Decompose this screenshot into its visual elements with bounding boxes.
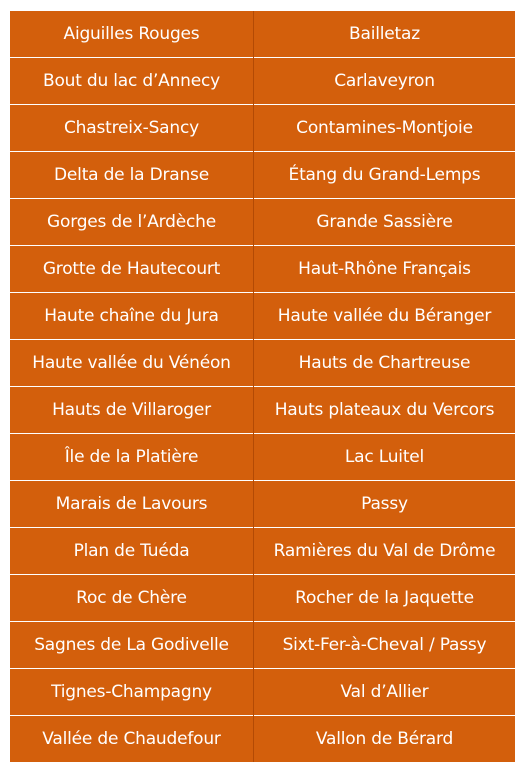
table-cell-left: Bout du lac d’Annecy xyxy=(10,58,254,105)
table-row xyxy=(10,669,515,716)
table-cell-right: Haut-Rhône Français xyxy=(254,246,516,293)
table-row xyxy=(10,340,515,387)
table-cell-right: Contamines-Montjoie xyxy=(254,105,516,152)
reserves-table-body xyxy=(10,11,515,762)
reserves-table xyxy=(10,11,515,762)
table-cell-left: Aiguilles Rouges xyxy=(10,11,254,58)
table-row xyxy=(10,387,515,434)
table-cell-right: Carlaveyron xyxy=(254,58,516,105)
table-cell-left: Plan de Tuéda xyxy=(10,528,254,575)
table-cell-left: Vallée de Chaudefour xyxy=(10,716,254,763)
table-cell-right: Vallon de Bérard xyxy=(254,716,516,763)
table-cell-right: Hauts plateaux du Vercors xyxy=(254,387,516,434)
table-row xyxy=(10,152,515,199)
table-cell-right: Grande Sassière xyxy=(254,199,516,246)
table-row xyxy=(10,575,515,622)
table-cell-left: Tignes-Champagny xyxy=(10,669,254,716)
table-cell-right: Ramières du Val de Drôme xyxy=(254,528,516,575)
table-row xyxy=(10,528,515,575)
table-row xyxy=(10,716,515,763)
table-row xyxy=(10,199,515,246)
table-cell-right: Sixt-Fer-à-Cheval / Passy xyxy=(254,622,516,669)
table-cell-left: Hauts de Villaroger xyxy=(10,387,254,434)
table-row xyxy=(10,105,515,152)
table-row xyxy=(10,58,515,105)
table-cell-right: Haute vallée du Béranger xyxy=(254,293,516,340)
table-cell-left: Chastreix-Sancy xyxy=(10,105,254,152)
table-cell-left: Haute chaîne du Jura xyxy=(10,293,254,340)
table-row xyxy=(10,481,515,528)
table-row xyxy=(10,622,515,669)
table-cell-left: Gorges de l’Ardèche xyxy=(10,199,254,246)
table-cell-right: Hauts de Chartreuse xyxy=(254,340,516,387)
table-cell-left: Marais de Lavours xyxy=(10,481,254,528)
table-row xyxy=(10,434,515,481)
table-row xyxy=(10,11,515,58)
table-cell-left: Roc de Chère xyxy=(10,575,254,622)
table-row xyxy=(10,293,515,340)
table-cell-right: Lac Luitel xyxy=(254,434,516,481)
table-cell-right: Étang du Grand-Lemps xyxy=(254,152,516,199)
table-cell-left: Île de la Platière xyxy=(10,434,254,481)
table-cell-right: Passy xyxy=(254,481,516,528)
table-cell-left: Sagnes de La Godivelle xyxy=(10,622,254,669)
table-cell-right: Bailletaz xyxy=(349,24,420,44)
table-cell-right: Rocher de la Jaquette xyxy=(254,575,516,622)
table-row xyxy=(10,246,515,293)
table-cell-left: Delta de la Dranse xyxy=(10,152,254,199)
table-cell-left: Haute vallée du Vénéon xyxy=(10,340,254,387)
table-cell-left: Grotte de Hautecourt xyxy=(10,246,254,293)
table-cell-right: Val d’Allier xyxy=(254,669,516,716)
